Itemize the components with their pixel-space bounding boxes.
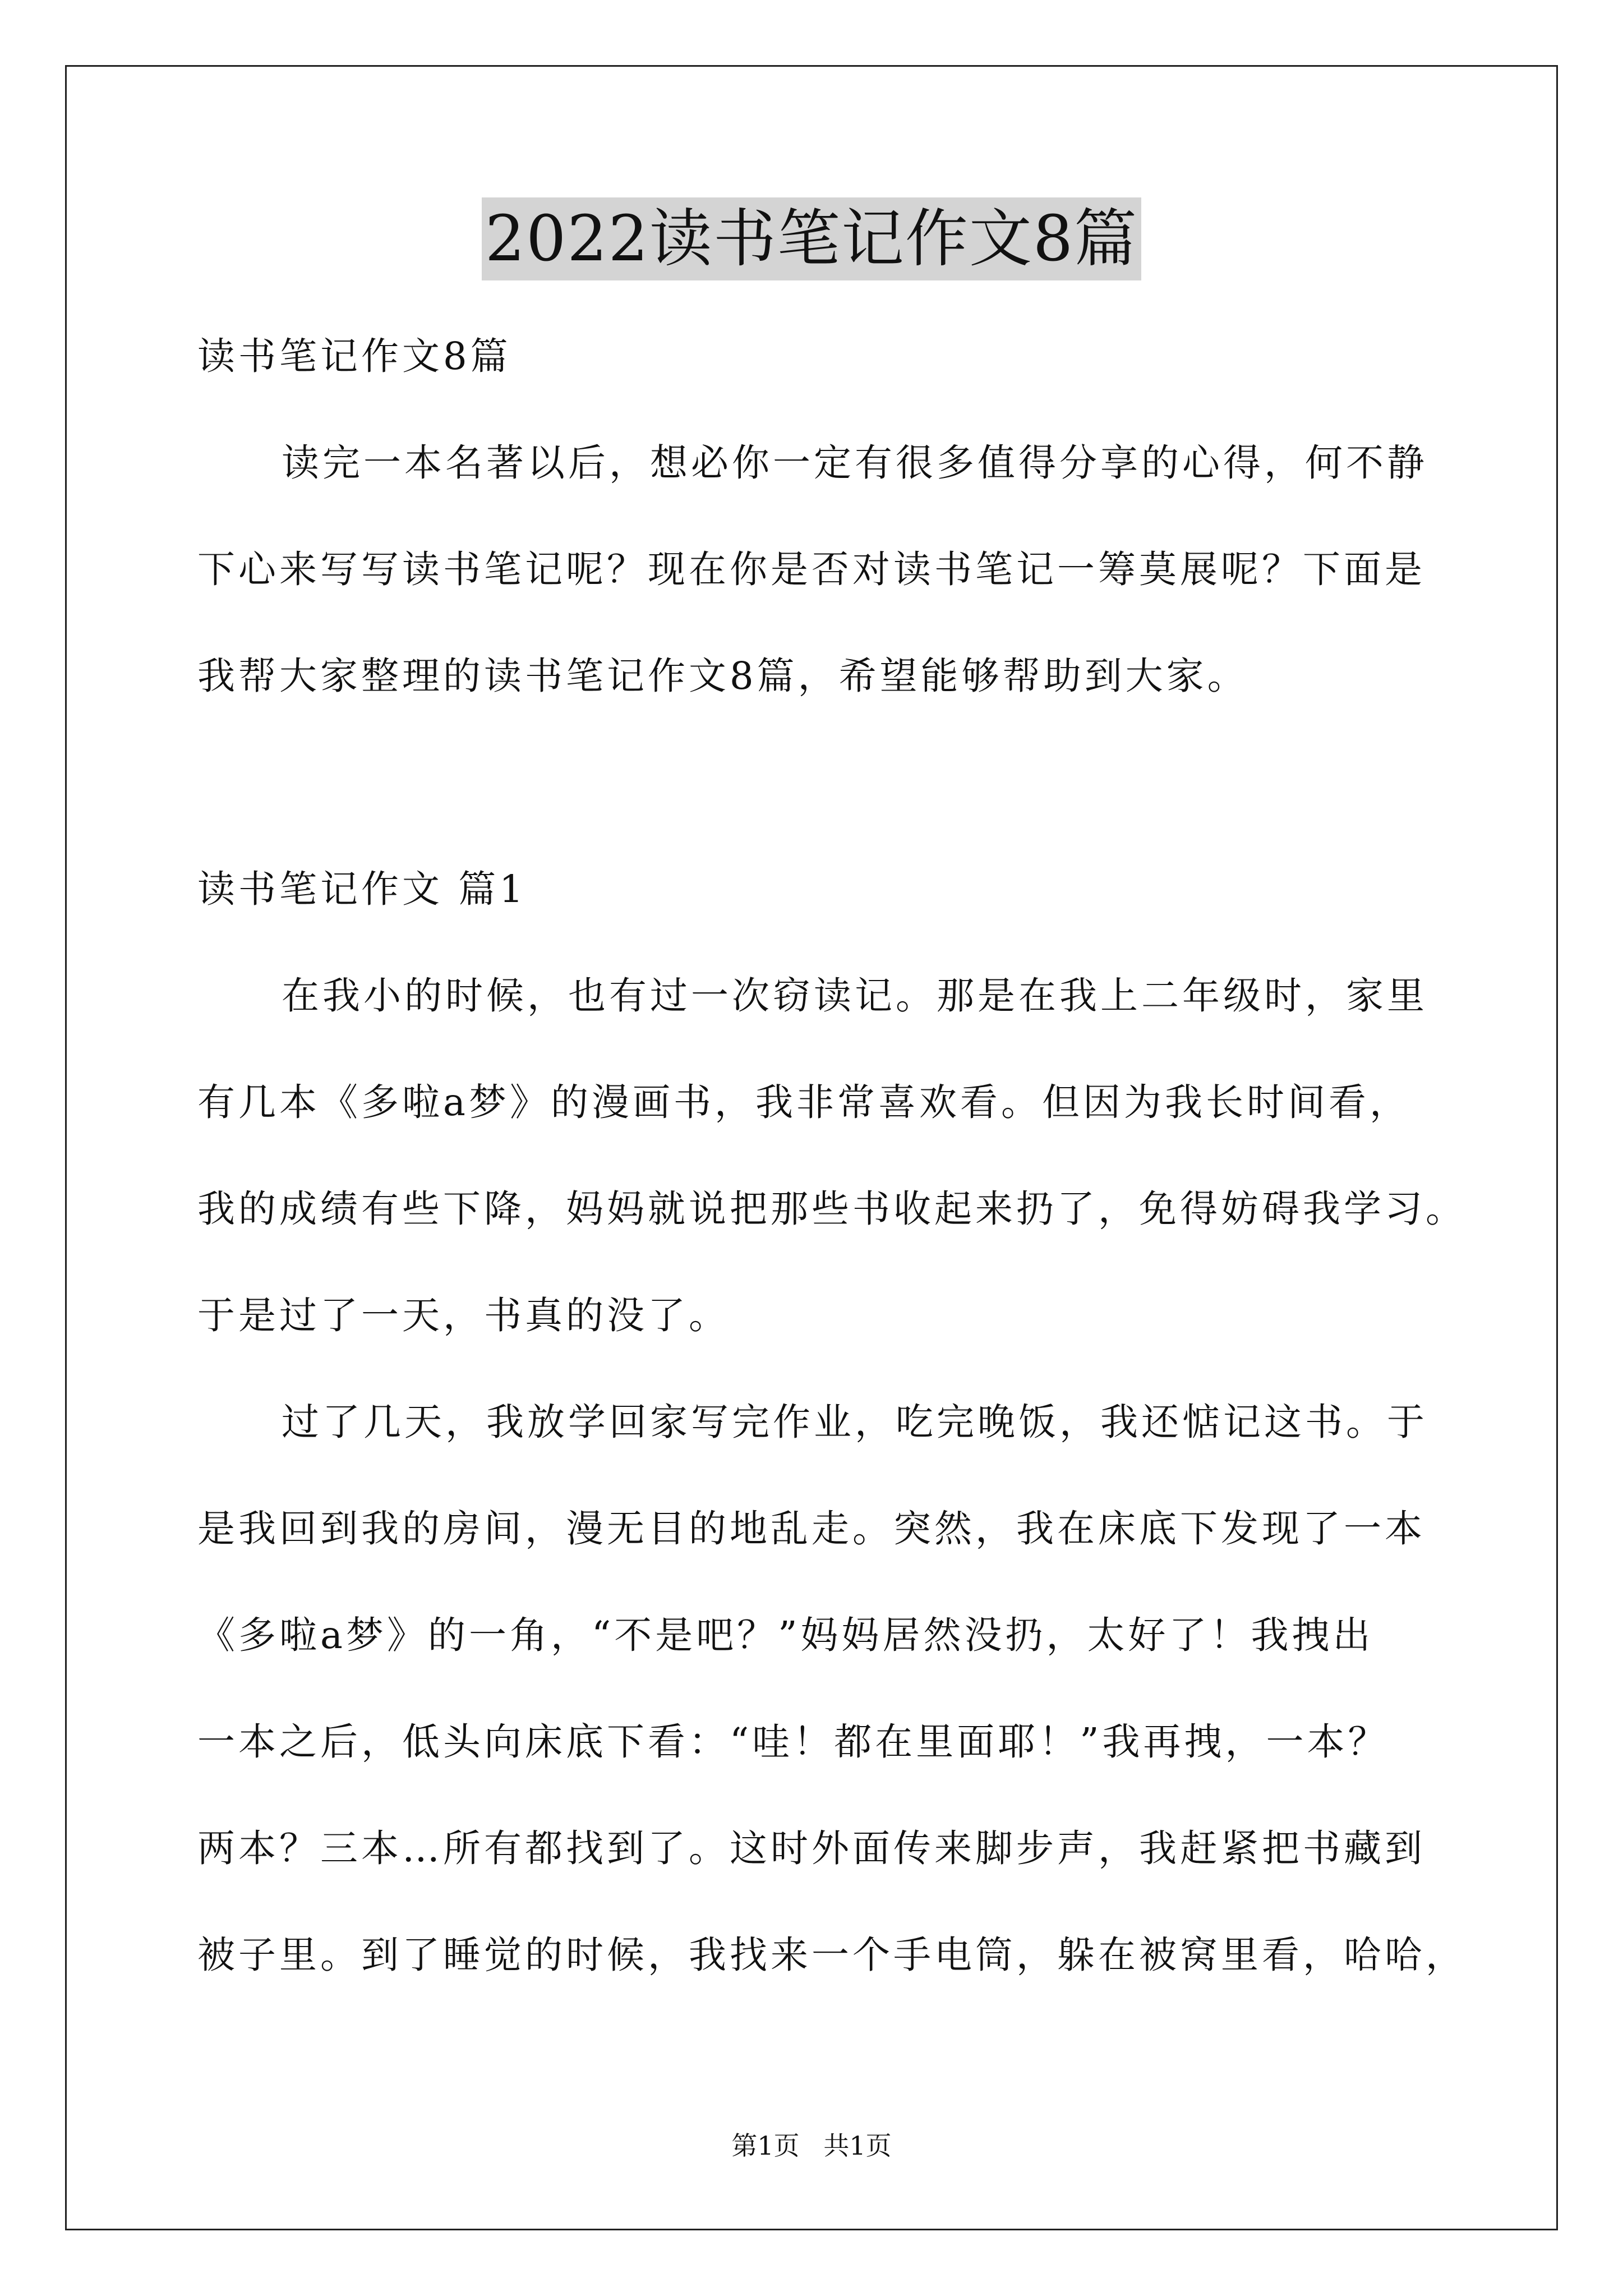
paragraph-line: 有几本《多啦a梦》的漫画书，我非常喜欢看。但因为我长时间看， — [197, 1080, 1410, 1124]
paragraph-line: 是我回到我的房间，漫无目的地乱走。突然，我在床底下发现了一本 — [197, 1507, 1426, 1550]
title-container — [0, 197, 1623, 280]
paragraph-line: 《多啦a梦》的一角，“不是吧？”妈妈居然没扔，太好了！我拽出 — [197, 1613, 1374, 1657]
paragraph-line: 两本？三本…所有都找到了。这时外面传来脚步声，我赶紧把书藏到 — [197, 1826, 1426, 1870]
paragraph-line: 于是过了一天，书真的没了。 — [197, 1294, 730, 1337]
page-number: 第1页 — [731, 2131, 800, 2161]
intro-line: 我帮大家整理的读书笔记作文8篇，希望能够帮助到大家。 — [197, 654, 1248, 698]
intro-line: 下心来写写读书笔记呢？现在你是否对读书笔记一筹莫展呢？下面是 — [197, 547, 1426, 591]
section-spacer — [197, 729, 1454, 836]
subtitle: 读书笔记作文8篇 — [197, 334, 511, 378]
paragraph-line: 过了几天，我放学回家写完作业，吃完晚饭，我还惦记这书。于 — [282, 1400, 1428, 1444]
paragraph-line: 被子里。到了睡觉的时候，我找来一个手电筒，躲在被窝里看，哈哈， — [197, 1933, 1467, 1977]
paragraph-line: 在我小的时候，也有过一次窃读记。那是在我上二年级时，家里 — [282, 974, 1428, 1018]
document-title: 2022读书笔记作文8篇 — [482, 197, 1141, 280]
section-heading: 读书笔记作文 篇1 — [197, 867, 527, 911]
paragraph-line: 我的成绩有些下降，妈妈就说把那些书收起来扔了，免得妨碍我学习。 — [197, 1187, 1467, 1231]
page-footer — [0, 2129, 1623, 2162]
page-total: 共1页 — [823, 2131, 892, 2161]
document-body — [197, 303, 1467, 2008]
paragraph-line: 一本之后，低头向床底下看：“哇！都在里面耶！”我再拽，一本？ — [197, 1720, 1389, 1764]
intro-line: 读完一本名著以后，想必你一定有很多值得分享的心得，何不静 — [282, 441, 1428, 485]
